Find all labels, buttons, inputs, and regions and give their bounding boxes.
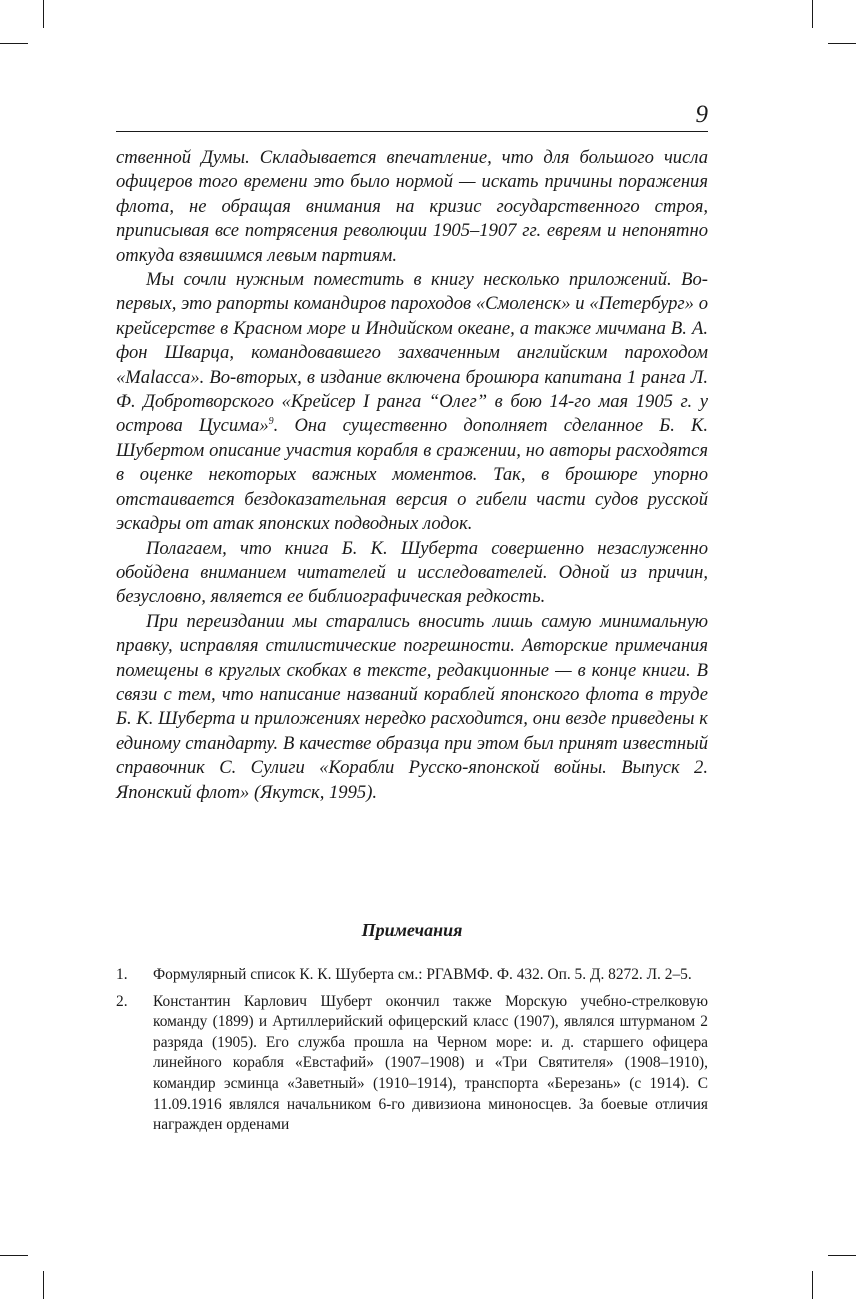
paragraph-appendices-text: Мы сочли нужным поместить в книгу несколько приложений. Во-первых, это рапорты командиров пароходов «Смоленск» и «Петербург» о крейсерстве в Красном море и Индийском океане, а также мичмана В. А. фон Шварца, командовавшего захваченным английским пароходом «Malacca». Во-вторых, в издание включена брошюра капитана 1 ранга Л. Ф. Добротворского «Крейсер I ранга “Олег” в бою 14-го мая 1905 г. у острова Цусима» — [116, 269, 708, 437]
paragraph-continued: ственной Думы. Складывается впечатление, что для большого числа офицеров того времени это было нормой — искать причины поражения флота, не обращая внимания на кризис государственного строя, приписывая все потрясения революции 1905–1907 гг. евреям и непонятно откуда взявшимся левым партиям. — [116, 147, 708, 266]
paragraph-book-value: Полагаем, что книга Б. К. Шуберта совершенно незаслуженно обойдена вниманием читателей и исследователей. Одной из причин, безусловно, является ее библиографическая редкость. — [116, 537, 708, 608]
note-text: Константин Карлович Шуберт окончил также Морскую учебно-стрелковую команду (1899) и Артиллерийский офицерский класс (1907), являлся штурманом 2 разряда (1905). Его служба прошла на Черном море: и. д. старшего офицера линейного корабля «Евстафий» (1907–1908) и «Три Святителя» (1908–1910), командир эсминца «Заветный» (1910–1914), транспорта «Березань» (с 1914). С 11.09.1916 являлся начальником 6-го дивизиона миноносцев. За боевые отличия награжден орденами — [153, 992, 708, 1134]
crop-mark-bottom-left-horizontal — [0, 1255, 28, 1256]
note-item — [116, 965, 708, 986]
note-number: 2. — [116, 992, 128, 1010]
note-text: Формулярный список К. К. Шуберта см.: РГАВМФ. Ф. 432. Оп. 5. Д. 8272. Л. 2–5. — [153, 966, 692, 983]
crop-mark-top-right-horizontal — [828, 43, 856, 44]
notes-heading: Примечания — [361, 920, 463, 940]
footnote-reference: 9 — [268, 416, 274, 428]
notes-list — [116, 965, 708, 1142]
note-item — [116, 992, 708, 1136]
crop-mark-top-left-horizontal — [0, 43, 28, 44]
page-number: 9 — [695, 101, 708, 128]
crop-mark-bottom-right-vertical — [812, 1271, 813, 1299]
note-number: 1. — [116, 966, 128, 983]
crop-mark-top-left-vertical — [43, 0, 44, 28]
main-text — [116, 146, 708, 805]
header-rule — [116, 131, 708, 132]
paragraph-editing: При переиздании мы старались вносить лишь самую минимальную правку, исправляя стилистические погрешности. Авторские примечания помещены в круглых скобках в тексте, редакционные — в конце книги. В связи с тем, что написание названий кораблей японского флота в труде Б. К. Шуберта и приложениях нередко расходится, они везде приведены к единому стандарту. В качестве образца при этом был принят известный справочник С. Сулиги «Корабли Русско-японской войны. Выпуск 2. Японский флот» (Якутск, 1995). — [116, 610, 708, 803]
crop-mark-top-right-vertical — [812, 0, 813, 28]
paragraph-appendices — [116, 268, 708, 536]
paragraph-appendices-text-continued: . Она существенно дополняет сделанное Б. К. Шубертом описание участия корабля в сражении, но авторы расходятся в оценке некоторых важных моментов. Так, в брошюре упорно отстаивается бездоказательная версия о гибели части судов русской эскадры от атак японских подводных лодок. — [116, 415, 708, 535]
crop-mark-bottom-right-horizontal — [828, 1255, 856, 1256]
crop-mark-bottom-left-vertical — [43, 1271, 44, 1299]
